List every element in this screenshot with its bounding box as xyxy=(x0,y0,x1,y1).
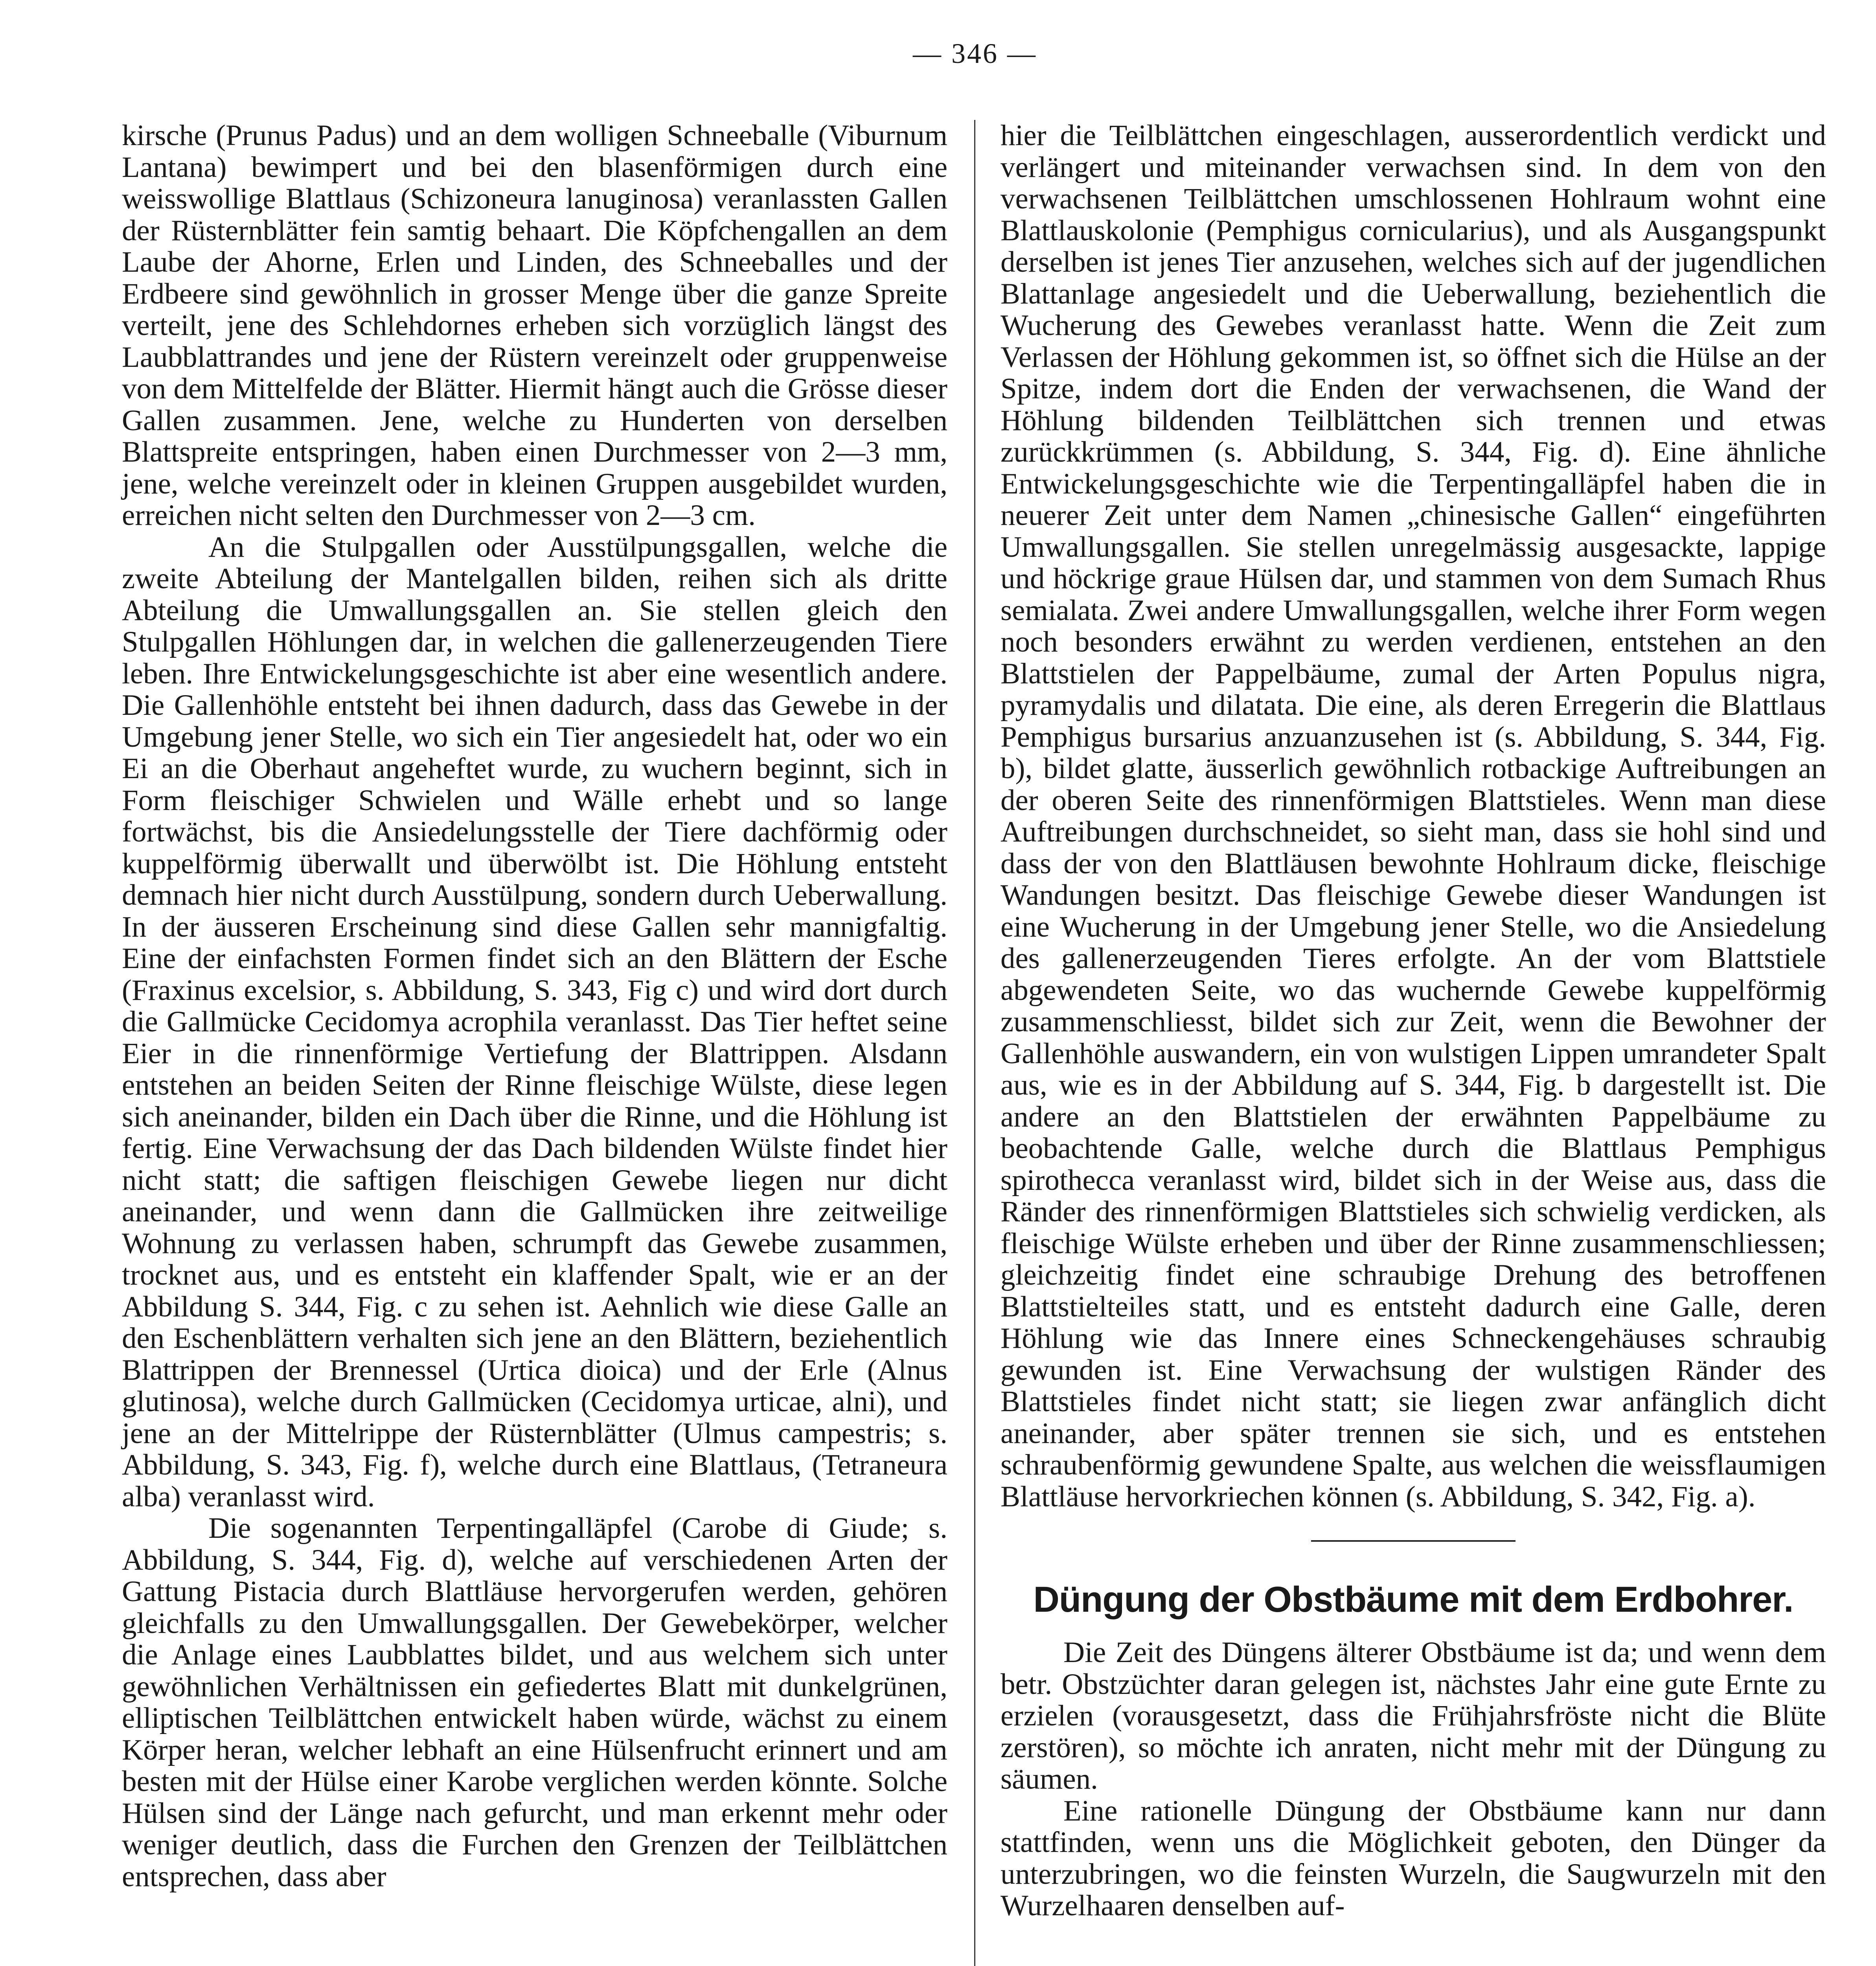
section-separator-rule xyxy=(1311,1540,1516,1542)
left-paragraph-1: kirsche (Prunus Padus) und an dem wolligen Schneeballe (Viburnum Lantana) bewimpert und bei den blasenförmigen durch eine weisswollige Blattlaus (Schizoneura lanuginosa) veranlassten Gallen der Rüsternblätter fein samtig behaart. Die Köpfchengallen an dem Laube der Ahorne, Erlen und Linden, des Schneeballes und der Erdbeere sind gewöhnlich in grosser Menge über die ganze Spreite verteilt, jene des Schlehdornes erheben sich vorzüglich längst des Laubblattrandes und jene der Rüstern vereinzelt oder gruppenweise von dem Mittelfelde der Blätter. Hiermit hängt auch die Grösse dieser Gallen zusammen. Jene, welche zu Hunderten von derselben Blattspreite entspringen, haben einen Durchmesser von 2—3 mm, jene, welche vereinzelt oder in kleinen Gruppen ausgebildet wurden, erreichen nicht selten den Durchmesser von 2—3 cm. xyxy=(122,119,947,532)
right-column xyxy=(1001,120,1826,1922)
right-paragraph-1: hier die Teilblättchen eingeschlagen, ausserordentlich verdickt und verlängert und miteinander verwachsen sind. In dem von den verwachsenen Teilblättchen umschlossenen Hohlraum wohnt eine Blattlauskolonie (Pemphigus cornicularius), und als Ausgangspunkt derselben ist jenes Tier anzusehen, welches sich auf der jugendlichen Blattanlage angesiedelt und die Ueberwallung, beziehentlich die Wucherung des Gewebes veranlasst hatte. Wenn die Zeit zum Verlassen der Höhlung gekommen ist, so öffnet sich die Hülse an der Spitze, indem dort die Enden der verwachsenen, die Wand der Höhlung bildenden Teilblättchen sich trennen und etwas zurückkrümmen (s. Abbildung, S. 344, Fig. d). Eine ähnliche Entwickelungsgeschichte wie die Terpentingalläpfel haben die in neuerer Zeit unter dem Namen „chinesische Gallen“ eingeführten Umwallungsgallen. Sie stellen unregelmässig ausgesackte, lappige und höckrige graue Hülsen dar, und stammen von dem Sumach Rhus semialata. Zwei andere Umwallungsgallen, welche ihrer Form wegen noch besonders erwähnt zu werden verdienen, entstehen an den Blattstielen der Pappelbäume, zumal der Arten Populus nigra, pyramydalis und dilatata. Die eine, als deren Erregerin die Blattlaus Pemphigus bursarius anzuanzusehen ist (s. Abbildung, S. 344, Fig. b), bildet glatte, äusserlich gewöhnlich rotbackige Auftreibungen an der oberen Seite des rinnenförmigen Blattstieles. Wenn man diese Auftreibungen durchschneidet, so sieht man, dass sie hohl sind und dass der von den Blattläusen bewohnte Hohlraum dicke, fleischige Wandungen besitzt. Das fleischige Gewebe dieser Wandungen ist eine Wucherung in der Umgebung jener Stelle, wo die Ansiedelung des gallenerzeugenden Tieres erfolgte. An der vom Blattstiele abgewendeten Seite, wo das wuchernde Gewebe kuppelförmig zusammenschliesst, bildet sich zur Zeit, wenn die Bewohner der Gallenhöhle auswandern, ein von wulstigen Lippen umrandeter Spalt aus, wie es in der Abbildung auf S. 344, Fig. b dargestellt ist. Die andere an den Blattstielen der erwähnten Pappelbäume zu beobachtende Galle, welche durch die Blattlaus Pemphigus spirothecca veranlasst wird, bildet sich in der Weise aus, dass die Ränder des rinnenförmigen Blattstieles sich schwielig verdicken, als fleischige Wülste erheben und über der Rinne zusammenschliessen; gleichzeitig findet eine schraubige Drehung des betroffenen Blattstielteiles statt, und es entsteht dadurch eine Galle, deren Höhlung wie das Innere eines Schneckengehäuses schraubig gewunden ist. Eine Verwachsung der wulstigen Ränder des Blattstieles findet nicht statt; sie liegen zwar anfänglich dicht aneinander, aber später trennen sie sich, und es entstehen schraubenförmig gewundene Spalte, aus welchen die weissflaumigen Blattläuse hervorkriechen können (s. Abbildung, S. 342, Fig. a). xyxy=(1001,119,1826,1513)
article xyxy=(1001,1578,1826,1922)
article-paragraph-1: Die Zeit des Düngens älterer Obstbäume ist da; und wenn dem betr. Obstzüchter daran gelegen ist, nächstes Jahr eine gute Ernte zu erzielen (vorausgesetzt, dass die Frühjahrsfröste nicht die Blüte zerstören), so möchte ich anraten, nicht mehr mit der Düngung zu säumen. xyxy=(1001,1636,1826,1795)
article-paragraph-2: Eine rationelle Düngung der Obstbäume kann nur dann stattfinden, wenn uns die Möglichkeit geboten, den Dünger da unterzubringen, wo die feinsten Wurzeln, die Saugwurzeln mit den Wurzelhaaren denselben auf- xyxy=(1001,1794,1826,1922)
page-number: — 346 — xyxy=(913,38,1037,69)
left-paragraph-2: An die Stulpgallen oder Ausstülpungsgallen, welche die zweite Abteilung der Mantelgallen bilden, reihen sich als dritte Abteilung die Umwallungsgallen an. Sie stellen gleich den Stulpgallen Höhlungen dar, in welchen die gallenerzeugenden Tiere leben. Ihre Entwickelungsgeschichte ist aber eine wesentlich andere. Die Gallenhöhle entsteht bei ihnen dadurch, dass das Gewebe in der Umgebung jener Stelle, wo sich ein Tier angesiedelt hat, oder wo ein Ei an die Oberhaut angeheftet wurde, zu wuchern beginnt, sich in Form fleischiger Schwielen und Wälle erhebt und so lange fortwächst, bis die Ansiedelungsstelle der Tiere dachförmig oder kuppelförmig überwallt und überwölbt ist. Die Höhlung entsteht demnach hier nicht durch Ausstülpung, sondern durch Ueberwallung. In der äusseren Erscheinung sind diese Gallen sehr mannigfaltig. Eine der einfachsten Formen findet sich an den Blättern der Esche (Fraxinus excelsior, s. Abbildung, S. 343, Fig c) und wird dort durch die Gallmücke Cecidomya acrophila veranlasst. Das Tier heftet seine Eier in die rinnenförmige Vertiefung der Blattrippen. Alsdann entstehen an beiden Seiten der Rinne fleischige Wülste, diese legen sich aneinander, bilden ein Dach über die Rinne, und die Höhlung ist fertig. Eine Verwachsung der das Dach bildenden Wülste findet hier nicht statt; die saftigen fleischigen Gewebe liegen nur dicht aneinander, und wenn dann die Gallmücken ihre zeitweilige Wohnung zu verlassen haben, schrumpft das Gewebe zusammen, trocknet aus, und es entsteht ein klaffender Spalt, wie er an der Abbildung S. 344, Fig. c zu sehen ist. Aehnlich wie diese Galle an den Eschenblättern verhalten sich jene an den Blättern, beziehentlich Blattrippen der Brennessel (Urtica dioica) und der Erle (Alnus glutinosa), welche durch Gallmücken (Cecidomya urticae, alni), und jene an der Mittelrippe der Rüsternblätter (Ulmus campestris; s. Abbildung, S. 343, Fig. f), welche durch eine Blattlaus, (Tetraneura alba) veranlasst wird. xyxy=(122,530,947,1513)
left-paragraph-3: Die sogenannten Terpentingalläpfel (Carobe di Giude; s. Abbildung, S. 344, Fig. d), welche auf verschiedenen Arten der Gattung Pistacia durch Blattläuse hervorgerufen werden, gehören gleichfalls zu den Umwallungsgallen. Der Gewebekörper, welcher die Anlage eines Laubblattes bildet, und aus welchem sich unter gewöhnlichen Verhältnissen ein gefiedertes Blatt mit dunkelgrünen, elliptischen Teilblättchen entwickelt haben würde, wächst zu einem Körper heran, welcher lebhaft an eine Hülsenfrucht erinnert und am besten mit der Hülse einer Karobe verglichen werden könnte. Solche Hülsen sind der Länge nach gefurcht, und man erkennt mehr oder weniger deutlich, dass die Furchen den Grenzen der Teilblättchen entsprechen, dass aber xyxy=(122,1512,947,1893)
column-divider xyxy=(974,120,975,1966)
left-column xyxy=(122,120,947,1892)
article-heading: Düngung der Obstbäume mit dem Erdbohrer. xyxy=(1033,1579,1793,1620)
